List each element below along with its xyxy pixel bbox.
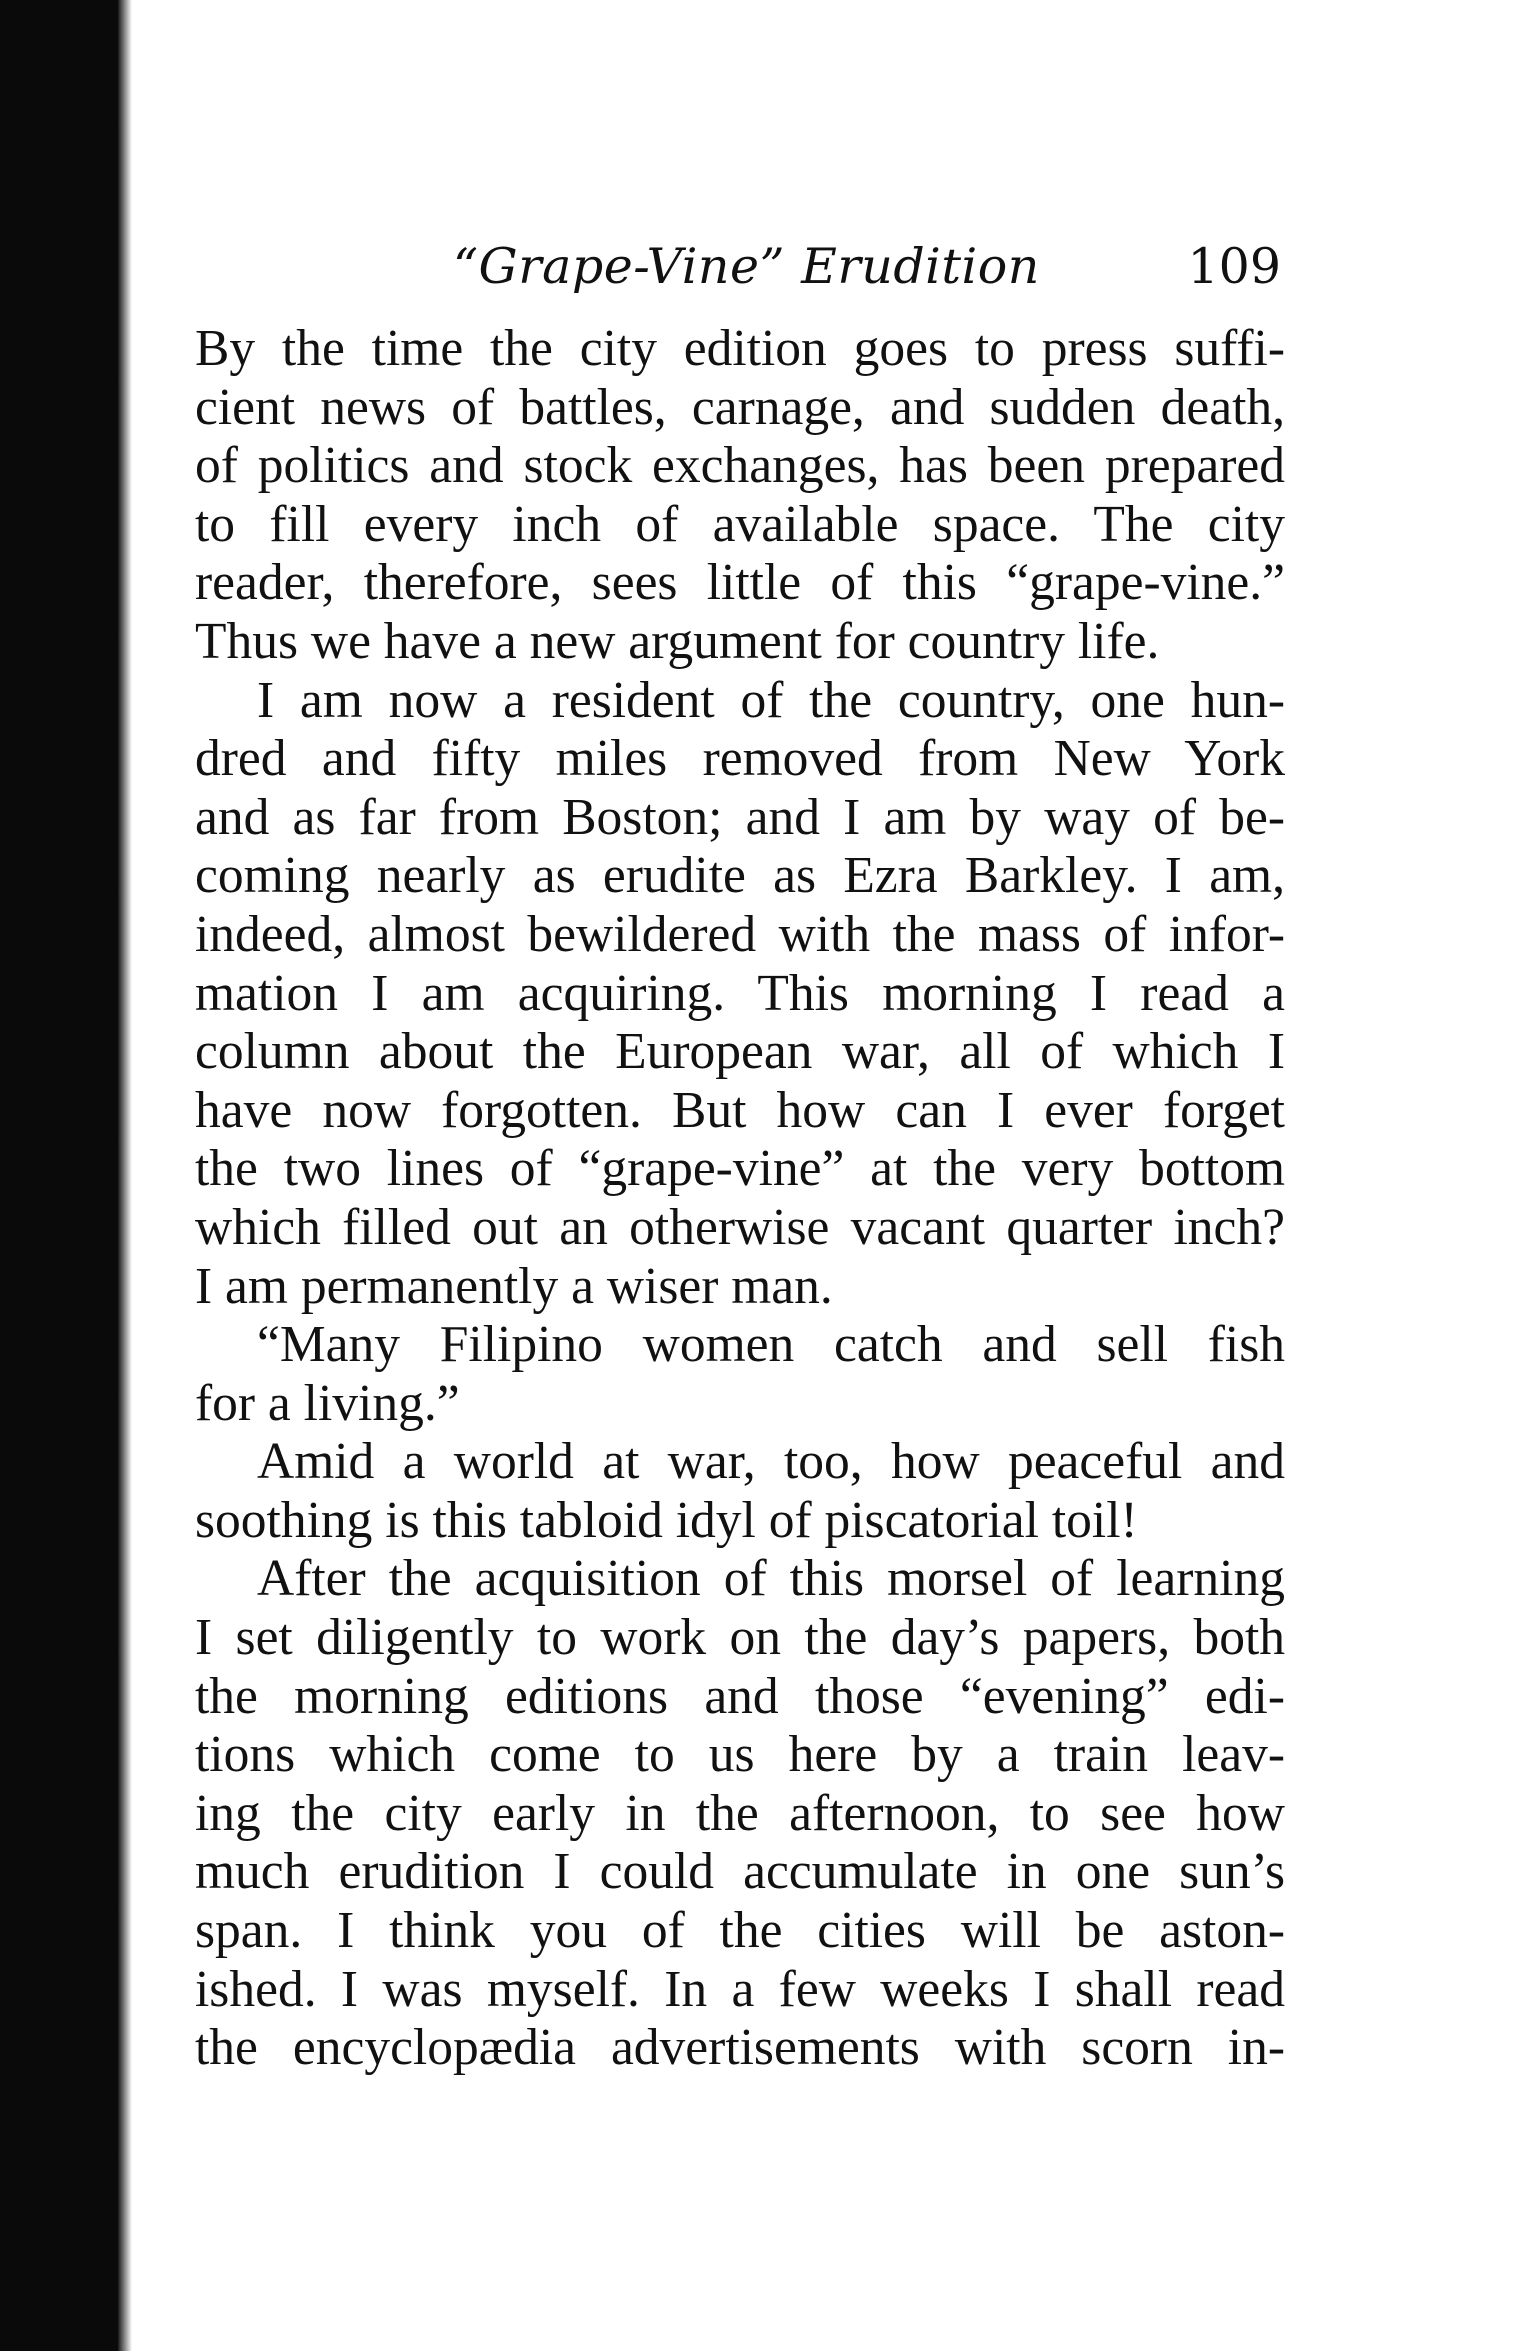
text-line: By the time the city edition goes to press suffi- bbox=[195, 320, 1285, 377]
text-line: the two lines of “grape-vine” at the very bottom bbox=[195, 1140, 1285, 1198]
page-number: 109 bbox=[1187, 238, 1281, 295]
text-line: much erudition I could accumulate in one sun’s bbox=[195, 1843, 1285, 1901]
text-line: coming nearly as erudite as Ezra Barkley. I am, bbox=[195, 847, 1285, 905]
text-line: span. I think you of the cities will be aston- bbox=[195, 1902, 1285, 1960]
text-line: cient news of battles, carnage, and sudden death, bbox=[195, 378, 1285, 436]
text-line: of politics and stock exchanges, has been prepared bbox=[195, 437, 1285, 495]
text-line: indeed, almost bewildered with the mass of infor- bbox=[195, 905, 1285, 963]
paragraph bbox=[195, 1316, 1285, 1433]
text-line: the encyclopædia advertisements with scorn in- bbox=[195, 2019, 1285, 2077]
body-text bbox=[195, 320, 1285, 2078]
paragraph bbox=[195, 1550, 1285, 2077]
text-line: tions which come to us here by a train leav- bbox=[195, 1726, 1285, 1784]
text-line: “Many Filipino women catch and sell fish bbox=[257, 1316, 1285, 1374]
running-title: “Grape-Vine” Erudition bbox=[453, 238, 1040, 295]
text-line: and as far from Boston; and I am by way of be- bbox=[195, 788, 1285, 846]
text-line: Thus we have a new argument for country life. bbox=[195, 612, 1160, 670]
text-line: ished. I was myself. In a few weeks I shall read bbox=[195, 1960, 1285, 2018]
text-line: I am now a resident of the country, one hun- bbox=[257, 671, 1285, 729]
paragraph bbox=[195, 1433, 1285, 1550]
text-line: I set diligently to work on the day’s papers, both bbox=[195, 1609, 1285, 1667]
text-line: ing the city early in the afternoon, to see how bbox=[195, 1784, 1285, 1842]
text-line: to fill every inch of available space. The city bbox=[195, 495, 1285, 553]
paragraph bbox=[195, 672, 1285, 1317]
scan-binding-edge bbox=[0, 0, 118, 2351]
text-line: which filled out an otherwise vacant quarter inch? bbox=[195, 1198, 1285, 1256]
text-line: I am permanently a wiser man. bbox=[195, 1257, 833, 1315]
text-line: reader, therefore, sees little of this “grape-vine.” bbox=[195, 554, 1285, 612]
running-header bbox=[195, 232, 1285, 312]
text-line: for a living.” bbox=[195, 1374, 460, 1432]
paragraph bbox=[195, 320, 1285, 672]
text-line: the morning editions and those “evening” edi- bbox=[195, 1667, 1285, 1725]
text-line: column about the European war, all of which I bbox=[195, 1023, 1285, 1081]
text-line: dred and fifty miles removed from New York bbox=[195, 730, 1285, 788]
text-line: After the acquisition of this morsel of learning bbox=[257, 1550, 1285, 1608]
text-line: soothing is this tabloid idyl of piscatorial toil! bbox=[195, 1491, 1138, 1549]
text-line: Amid a world at war, too, how peaceful and bbox=[257, 1433, 1285, 1491]
text-line: mation I am acquiring. This morning I read a bbox=[195, 964, 1285, 1022]
text-line: have now forgotten. But how can I ever forget bbox=[195, 1081, 1285, 1139]
